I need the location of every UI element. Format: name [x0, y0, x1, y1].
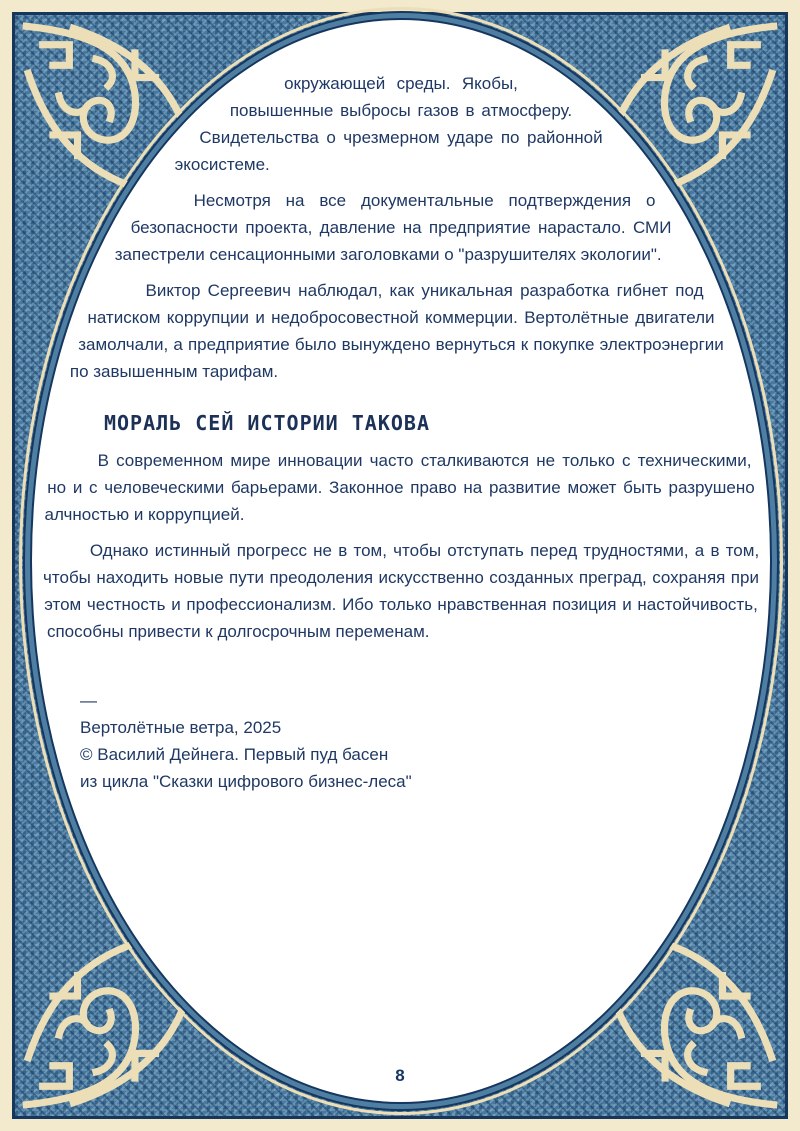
paragraph: Несмотря на все документальные подтверждения о безопасности проекта, давление на предприятие нарастало. СМИ запестрели сенсационными заголовками о "разрушителях экологии". — [114, 191, 672, 264]
signature-cycle: из цикла "Сказки цифрового бизнес-леса" — [80, 772, 412, 791]
page-number: 8 — [395, 1066, 405, 1085]
paragraph-moral: Однако истинный прогресс не в том, чтобы отступать перед трудностями, а в том, чтобы находить новые пути преодоления искусственно созданных преград, сохраняя при этом честность и профессионализм. Ибо только нравственная позиция и настойчивость, способны привести к долгосрочным переменам. — [43, 541, 760, 641]
signature-title-year: Вертолётные ветра, 2025 — [80, 718, 282, 737]
moral-heading: МОРАЛЬ СЕЙ ИСТОРИИ ТАКОВА — [103, 411, 430, 435]
paragraph: Виктор Сергеевич наблюдал, как уникальная разработка гибнет под натиском коррупции и недобросовестной коммерции. Вертолётные двигатели замолчали, а предприятие было вынуждено вернуться к покупке электроэнергии по завышенным тарифам. — [69, 281, 724, 381]
paragraph-moral: В современном мире инновации часто сталкиваются не только с техническими, но и с человеческими барьерами. Законное право на развитие может быть разрушено алчностью и коррупцией. — [44, 451, 755, 524]
signature-author: © Василий Дейнега. Первый пуд басен — [80, 745, 389, 764]
paragraph-continued: окружающей среды. Якобы, повышенные выбросы газов в атмосферу. Свидетельства о чрезмерном ударе по районной экосистеме. — [174, 74, 603, 174]
signature-dash: — — [80, 691, 97, 710]
page-text-area — [30, 18, 772, 1104]
